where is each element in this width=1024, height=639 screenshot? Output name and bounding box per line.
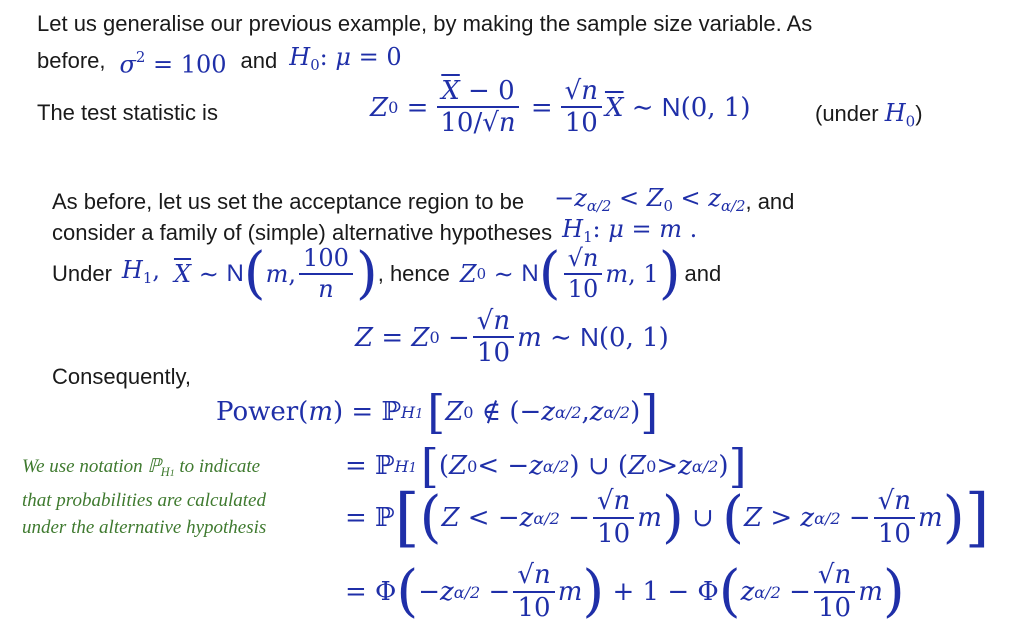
power-label: Power [216,397,299,427]
z0-distribution-expr: Z 0 ∼ N ( $\frac{√n}{10}$ m , 1 ) [459,241,681,306]
acceptance-end: , and [745,189,795,215]
intro-line-1: Let us generalise our previous example, by making the sample size variable. As [37,11,813,36]
under-label: Under [52,261,112,286]
note-line-3: under the alternative hypothesis [22,516,267,538]
xbar-distribution-expr: $\overline{X}$ ∼ N ( m , $\frac{100}{n}$ ) [173,241,378,306]
consequently-label: Consequently, [52,364,192,389]
notation-note [22,453,266,541]
alt-hypothesis-expr: $H_1$: μ = m . [562,215,698,247]
test-statistic-equation: Z 0 = $\frac{\overline{X} - 0}{10/√n}$ = $\frac{√n}{10}$ $\overline{X}$ ∼ N (0, 1) [370,76,751,139]
power-step-2: = ℙ H1 [ ( Z 0 < − z α/2 ) ∪ ( Z 0 > z α/2 ) ] [345,439,747,493]
test-statistic-label: The test statistic is [37,100,218,125]
intro-and-word: and [240,48,278,74]
intro-line-2 [37,44,402,78]
sigma-squared-equation: $\sigma^2 = 100$ [119,48,227,79]
under-h0-note: (under $H_0$) [815,99,923,131]
z-standardized-equation: Z = Z 0 − $\frac{√n}{10}$ m ∼ N (0, 1) [355,306,669,369]
power-definition: Power ( m ) = ℙ H1 [ Z 0 ∉ (− z α/2 , z α/2 ) ] [216,385,659,439]
under-h1-line: Under $H_1$, $\overline{X}$ ∼ N ( m , $\frac{100}{n}$ ) , hence Z 0 ∼ N ( $\frac{√n}{10}$ m , 1 ) and [52,241,722,306]
acceptance-text: As before, let us set the acceptance region to be [52,189,525,215]
power-step-4: = Φ ( − z α/2 − $\frac{√n}{10}$ m ) + 1 − Φ ( z α/2 − $\frac{√n}{10}$ m ) [345,559,905,624]
note-line-2: that probabilities are calculated [22,489,266,511]
hence-word: , hence [377,261,450,286]
intro-before-word: before, [37,48,106,74]
power-step-3: = ℙ [ ( Z < − z α/2 − $\frac{√n}{10}$ m ) ∪ ( Z > z α/2 − $\frac{√n}{10}$ m ) ] [345,481,990,555]
note-line-1: We use notation ℙH1 to indicate [22,456,261,479]
acceptance-region-expr: $-z_{\alpha/2} < Z_0 < z_{\alpha/2}$ [554,184,746,216]
alt-hypotheses-text: consider a family of (simple) alternative hypotheses [52,220,553,246]
null-hypothesis-expr: $H_0$: μ = 0 [289,43,402,75]
and-word: and [684,261,722,286]
